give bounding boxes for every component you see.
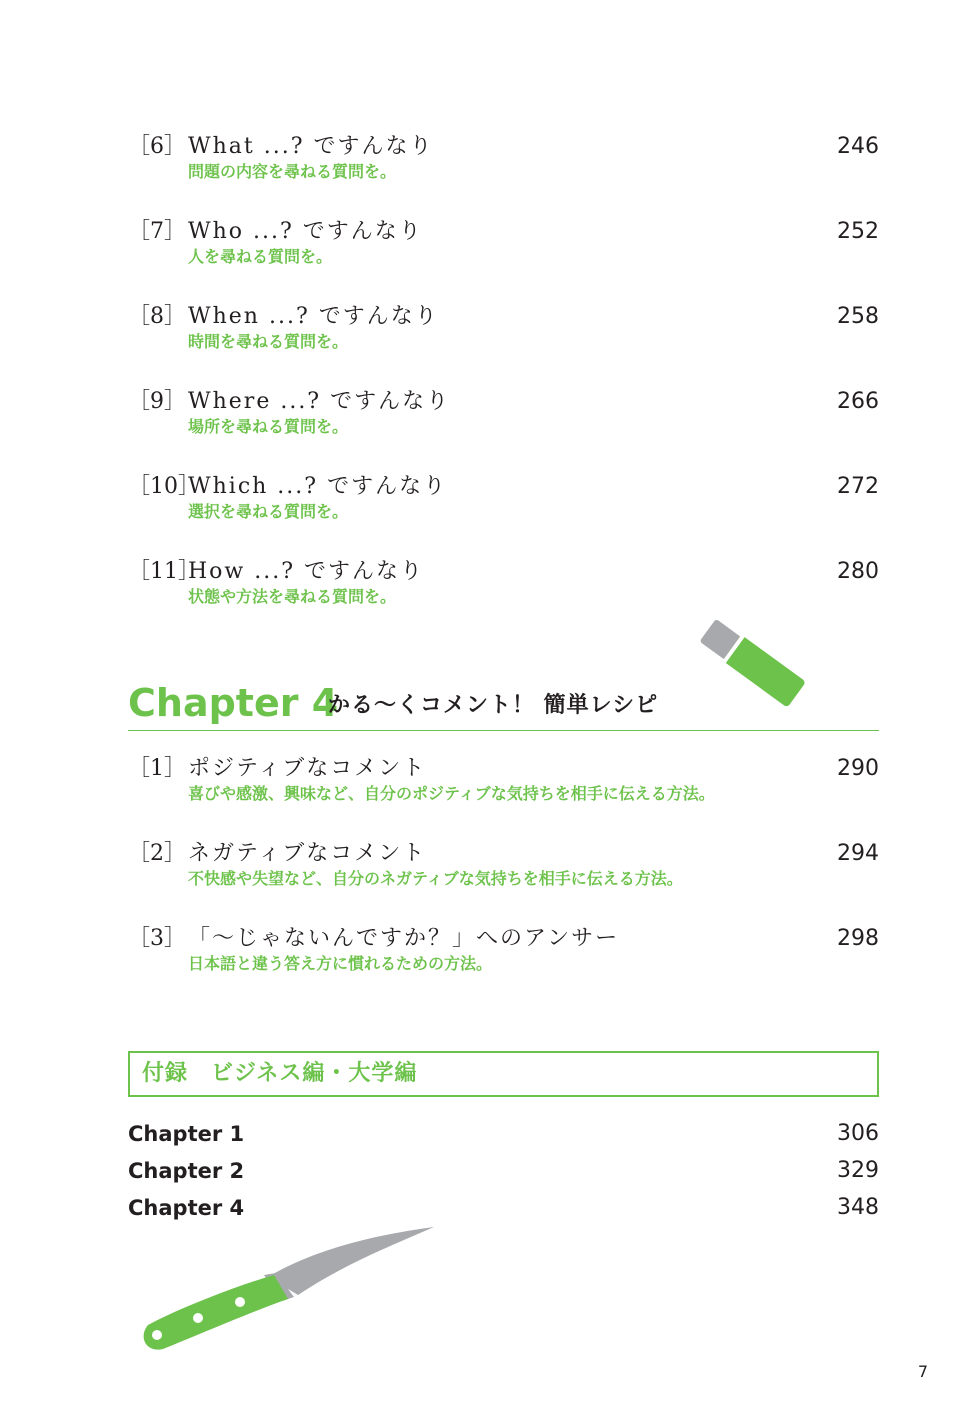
- entry-number: ［8］: [128, 304, 186, 329]
- dot-leader: [455, 472, 829, 502]
- entry-description: 喜びや感激、興味など、自分のポジティブな気持ちを相手に伝える方法。: [188, 784, 715, 803]
- entry-title: ネガティブなコメント: [188, 841, 427, 866]
- entry-description: 不快感や失望など、自分のネガティブな気持ちを相手に伝える方法。: [188, 869, 683, 888]
- entry-description: 日本語と違う答え方に慣れるための方法。: [188, 954, 493, 973]
- entry-title: What ...? ですんなり: [188, 134, 434, 159]
- toc-entry[interactable]: [128, 132, 879, 181]
- dot-leader: [627, 924, 829, 954]
- entry-page: 246: [837, 134, 879, 159]
- dot-leader: [458, 387, 829, 417]
- entry-title: Which ...? ですんなり: [188, 474, 448, 499]
- dot-leader: [434, 839, 829, 869]
- toc-entry[interactable]: [128, 472, 879, 521]
- entry-page: 290: [837, 756, 879, 781]
- entry-number: ［9］: [128, 389, 186, 414]
- entry-description: 選択を尋ねる質問を。: [188, 502, 349, 521]
- entry-description: 場所を尋ねる質問を。: [188, 417, 349, 436]
- entry-number: ［1］: [128, 756, 186, 781]
- toc-entry[interactable]: [128, 557, 879, 606]
- entry-page: 298: [837, 926, 879, 951]
- chapter-title: かる～くコメント！ 簡単レシピ: [328, 693, 659, 718]
- appendix-heading: [128, 1051, 879, 1097]
- toc-entry[interactable]: [128, 387, 879, 436]
- toc-entry[interactable]: [128, 754, 879, 803]
- entry-page: 280: [837, 559, 879, 584]
- toc-entry[interactable]: [128, 217, 879, 266]
- page-number: 7: [917, 1362, 928, 1381]
- dot-leader: [252, 1156, 833, 1186]
- dot-leader: [447, 302, 829, 332]
- toc-entry[interactable]: [128, 302, 879, 351]
- entry-number: ［3］: [128, 926, 186, 951]
- appendix-entry-page: 306: [837, 1121, 879, 1146]
- appendix-entry[interactable]: [128, 1119, 879, 1149]
- entry-description: 問題の内容を尋ねる質問を。: [188, 162, 397, 181]
- toc-entry[interactable]: [128, 839, 879, 888]
- entry-page: 266: [837, 389, 879, 414]
- entry-page: 272: [837, 474, 879, 499]
- entry-description: 人を尋ねる質問を。: [188, 247, 333, 266]
- entry-title: 「～じゃないんですか？」へのアンサー: [188, 926, 620, 951]
- entry-number: ［11］: [128, 559, 200, 584]
- chapter-label: Chapter 4: [128, 681, 339, 725]
- knife-icon: [138, 1225, 438, 1355]
- entry-description: 時間を尋ねる質問を。: [188, 332, 349, 351]
- appendix-entry-label: Chapter 1: [128, 1122, 245, 1146]
- entry-number: ［6］: [128, 134, 186, 159]
- entry-title: How ...? ですんなり: [188, 559, 425, 584]
- dot-leader: [252, 1119, 833, 1149]
- dot-leader: [442, 132, 830, 162]
- entry-number: ［2］: [128, 841, 186, 866]
- entry-page: 252: [837, 219, 879, 244]
- appendix-entry-page: 348: [837, 1195, 879, 1220]
- entry-title: When ...? ですんなり: [188, 304, 439, 329]
- entry-page: 294: [837, 841, 879, 866]
- appendix-entry[interactable]: [128, 1156, 879, 1186]
- appendix-entry-label: Chapter 2: [128, 1159, 245, 1183]
- dot-leader: [431, 217, 829, 247]
- chapter-heading: [128, 680, 879, 731]
- entry-title: Who ...? ですんなり: [188, 219, 423, 244]
- appendix-entry-label: Chapter 4: [128, 1196, 245, 1220]
- entry-page: 258: [837, 304, 879, 329]
- entry-description: 状態や方法を尋ねる質問を。: [188, 587, 397, 606]
- entry-number: ［10］: [128, 474, 200, 499]
- appendix-entry[interactable]: [128, 1193, 879, 1223]
- entry-number: ［7］: [128, 219, 186, 244]
- appendix-title: 付録 ビジネス編・大学編: [142, 1061, 418, 1086]
- appendix-entry-page: 329: [837, 1158, 879, 1183]
- entry-title: ポジティブなコメント: [188, 756, 427, 781]
- dot-leader: [434, 754, 829, 784]
- entry-title: Where ...? ですんなり: [188, 389, 451, 414]
- dot-leader: [432, 557, 829, 587]
- dot-leader: [252, 1193, 833, 1223]
- toc-entry[interactable]: [128, 924, 879, 973]
